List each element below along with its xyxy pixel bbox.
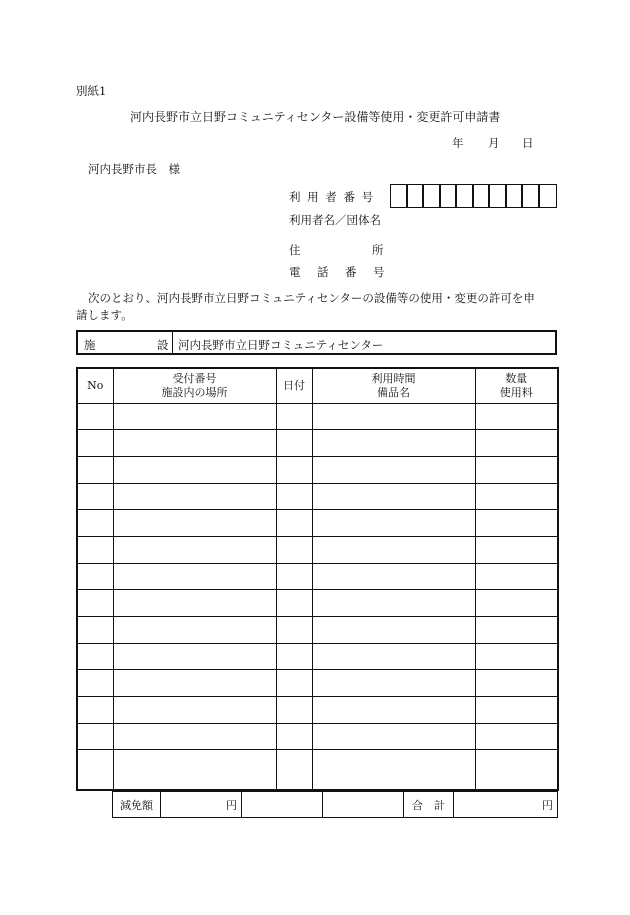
table-row[interactable]	[77, 536, 558, 563]
cell-time-equipment[interactable]	[312, 483, 475, 510]
phone-label-char-1: 電	[289, 265, 301, 279]
cell-quantity-fee[interactable]	[475, 483, 558, 510]
user-name-label: 利用者名／団体名	[289, 213, 381, 227]
cell-no[interactable]	[77, 697, 113, 724]
table-row[interactable]	[77, 483, 558, 510]
user-number-cell[interactable]	[539, 184, 557, 208]
cell-date[interactable]	[276, 590, 312, 617]
table-row[interactable]	[77, 643, 558, 670]
cell-quantity-fee[interactable]	[475, 697, 558, 724]
cell-no[interactable]	[77, 643, 113, 670]
blank-field-1[interactable]	[242, 792, 323, 818]
header-quantity: 数量	[505, 371, 528, 385]
cell-no[interactable]	[77, 403, 113, 430]
header-location: 施設内の場所	[161, 385, 228, 399]
cell-no[interactable]	[77, 590, 113, 617]
cell-quantity-fee[interactable]	[475, 563, 558, 590]
intro-line-1: 次のとおり、河内長野市立日野コミュニティセンターの設備等の使用・変更の許可を申	[88, 291, 535, 305]
header-receipt-no: 受付番号	[172, 371, 217, 385]
attachment-label: 別紙1	[76, 84, 107, 98]
cell-time-equipment[interactable]	[312, 590, 475, 617]
phone-label-char-2: 話	[317, 265, 329, 279]
cell-date[interactable]	[276, 403, 312, 430]
cell-date[interactable]	[276, 670, 312, 697]
cell-quantity-fee[interactable]	[475, 617, 558, 644]
cell-date[interactable]	[276, 697, 312, 724]
table-row[interactable]	[77, 456, 558, 483]
cell-receipt-location[interactable]	[113, 456, 276, 483]
facility-value: 河内長野市立日野コミュニティセンター	[178, 338, 384, 352]
cell-no[interactable]	[77, 617, 113, 644]
user-number-cell[interactable]	[489, 184, 506, 208]
cell-receipt-location[interactable]	[113, 563, 276, 590]
discount-label: 減免額	[113, 792, 161, 818]
phone-label-char-3: 番	[345, 265, 357, 279]
cell-quantity-fee[interactable]	[475, 456, 558, 483]
table-row[interactable]	[77, 403, 558, 430]
cell-quantity-fee[interactable]	[475, 643, 558, 670]
cell-time-equipment[interactable]	[312, 670, 475, 697]
cell-receipt-location[interactable]	[113, 403, 276, 430]
cell-no[interactable]	[77, 536, 113, 563]
user-number-cell[interactable]	[456, 184, 473, 208]
table-row[interactable]	[77, 590, 558, 617]
cell-no[interactable]	[77, 456, 113, 483]
cell-quantity-fee[interactable]	[475, 403, 558, 430]
cell-date[interactable]	[276, 563, 312, 590]
cell-receipt-location[interactable]	[113, 483, 276, 510]
cell-date[interactable]	[276, 723, 312, 750]
cell-time-equipment[interactable]	[312, 617, 475, 644]
date-year[interactable]: 年	[452, 136, 464, 150]
cell-receipt-location[interactable]	[113, 590, 276, 617]
cell-date[interactable]	[276, 510, 312, 537]
header-usage-time: 利用時間	[371, 371, 416, 385]
cell-time-equipment[interactable]	[312, 563, 475, 590]
header-time-equipment	[312, 368, 475, 403]
user-number-cell[interactable]	[390, 184, 407, 208]
cell-receipt-location[interactable]	[113, 697, 276, 724]
total-label: 合 計	[404, 792, 454, 818]
cell-date[interactable]	[276, 617, 312, 644]
facility-box	[76, 330, 557, 355]
user-number-cell[interactable]	[506, 184, 523, 208]
intro-line-2: 請します。	[76, 308, 133, 322]
cell-quantity-fee[interactable]	[475, 536, 558, 563]
facility-divider	[172, 332, 173, 353]
table-header-row	[77, 368, 558, 403]
totals-row	[112, 791, 558, 818]
phone-label-char-4: 号	[373, 265, 385, 279]
address-label-1: 住	[289, 243, 301, 257]
cell-time-equipment[interactable]	[312, 750, 475, 790]
cell-no[interactable]	[77, 430, 113, 457]
cell-time-equipment[interactable]	[312, 723, 475, 750]
cell-receipt-location[interactable]	[113, 670, 276, 697]
cell-receipt-location[interactable]	[113, 617, 276, 644]
header-no: No	[77, 368, 113, 403]
total-yen-unit: 円	[542, 798, 553, 812]
discount-yen-unit: 円	[226, 798, 237, 812]
cell-no[interactable]	[77, 750, 113, 790]
cell-quantity-fee[interactable]	[475, 723, 558, 750]
cell-date[interactable]	[276, 430, 312, 457]
cell-time-equipment[interactable]	[312, 403, 475, 430]
cell-quantity-fee[interactable]	[475, 750, 558, 790]
cell-quantity-fee[interactable]	[475, 670, 558, 697]
cell-no[interactable]	[77, 483, 113, 510]
cell-receipt-location[interactable]	[113, 643, 276, 670]
header-fee: 使用料	[499, 385, 533, 399]
facility-label-1: 施	[84, 338, 96, 352]
user-number-label: 利 用 者 番 号	[289, 190, 375, 204]
user-number-cell[interactable]	[423, 184, 440, 208]
addressee: 河内長野市長 様	[88, 162, 180, 176]
total-amount-field[interactable]	[454, 792, 558, 818]
header-quantity-fee	[475, 368, 558, 403]
user-number-cell[interactable]	[473, 184, 490, 208]
blank-field-2[interactable]	[323, 792, 404, 818]
cell-no[interactable]	[77, 510, 113, 537]
cell-receipt-location[interactable]	[113, 510, 276, 537]
cell-date[interactable]	[276, 456, 312, 483]
cell-date[interactable]	[276, 536, 312, 563]
header-date: 日付	[276, 368, 312, 403]
cell-time-equipment[interactable]	[312, 456, 475, 483]
cell-date[interactable]	[276, 750, 312, 790]
user-number-cell[interactable]	[522, 184, 539, 208]
cell-no[interactable]	[77, 723, 113, 750]
cell-time-equipment[interactable]	[312, 536, 475, 563]
cell-time-equipment[interactable]	[312, 697, 475, 724]
cell-time-equipment[interactable]	[312, 510, 475, 537]
table-row[interactable]	[77, 430, 558, 457]
header-equipment: 備品名	[377, 385, 410, 399]
cell-quantity-fee[interactable]	[475, 590, 558, 617]
address-label-2: 所	[372, 243, 384, 257]
user-number-cell[interactable]	[407, 184, 424, 208]
cell-receipt-location[interactable]	[113, 750, 276, 790]
table-row[interactable]	[77, 670, 558, 697]
header-receipt-location	[113, 368, 276, 403]
table-row[interactable]	[77, 510, 558, 537]
table-row[interactable]	[77, 697, 558, 724]
table-row[interactable]	[77, 617, 558, 644]
cell-receipt-location[interactable]	[113, 723, 276, 750]
cell-quantity-fee[interactable]	[475, 510, 558, 537]
usage-table	[76, 367, 559, 791]
cell-no[interactable]	[77, 563, 113, 590]
cell-date[interactable]	[276, 643, 312, 670]
date-month[interactable]: 月	[488, 136, 500, 150]
discount-amount-field[interactable]	[161, 792, 242, 818]
facility-label-2: 設	[157, 338, 169, 352]
cell-quantity-fee[interactable]	[475, 430, 558, 457]
user-number-cell[interactable]	[440, 184, 457, 208]
cell-time-equipment[interactable]	[312, 643, 475, 670]
cell-no[interactable]	[77, 670, 113, 697]
cell-receipt-location[interactable]	[113, 536, 276, 563]
cell-receipt-location[interactable]	[113, 430, 276, 457]
table-row[interactable]	[77, 563, 558, 590]
date-day[interactable]: 日	[522, 136, 534, 150]
form-title: 河内長野市立日野コミュニティセンター設備等使用・変更許可申請書	[130, 110, 501, 124]
cell-date[interactable]	[276, 483, 312, 510]
cell-time-equipment[interactable]	[312, 430, 475, 457]
table-row[interactable]	[77, 750, 558, 790]
table-row[interactable]	[77, 723, 558, 750]
